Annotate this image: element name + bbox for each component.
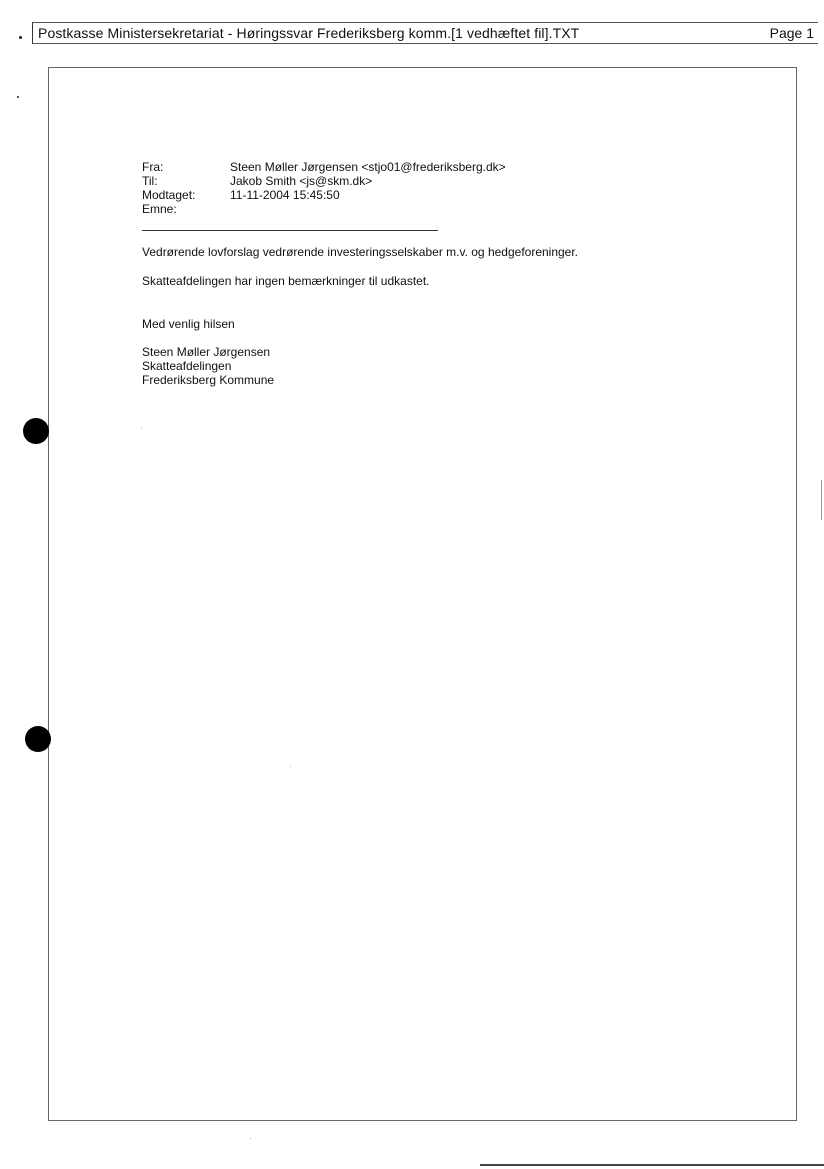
signature-organization: Frederiksberg Kommune <box>142 373 275 387</box>
separator-line <box>142 230 438 231</box>
scan-edge <box>821 480 822 520</box>
page-number: Page 1 <box>769 25 814 41</box>
signature-block <box>142 345 274 387</box>
document-title: Postkasse Ministersekretariat - Høringssvar Frederiksberg komm.[1 vedhæftet fil].TXT <box>38 25 580 41</box>
document-header <box>32 22 818 44</box>
signature-department: Skatteafdelingen <box>142 359 232 373</box>
field-value: 11-11-2004 15:45:50 <box>230 188 340 202</box>
field-label: Emne: <box>142 202 177 216</box>
page-frame <box>48 67 797 1121</box>
field-subject <box>142 202 506 216</box>
signature-name: Steen Møller Jørgensen <box>142 345 271 359</box>
body-subject-line: Vedrørende lovforslag vedrørende investeringsselskaber m.v. og hedgeforeninger. <box>142 245 579 259</box>
punch-hole <box>23 418 49 444</box>
punch-hole <box>25 726 51 752</box>
field-value: Steen Møller Jørgensen <stjo01@frederiksberg.dk> <box>230 160 506 174</box>
scan-speck <box>141 427 142 428</box>
field-label: Til: <box>142 174 158 188</box>
field-received <box>142 188 506 202</box>
field-to <box>142 174 506 188</box>
scan-speck <box>290 766 291 767</box>
body-closing: Med venlig hilsen <box>142 317 235 331</box>
field-label: Fra: <box>142 160 164 174</box>
scan-speck <box>17 96 19 98</box>
body-statement: Skatteafdelingen har ingen bemærkninger til udkastet. <box>142 274 430 288</box>
scan-bottom-edge <box>480 1164 824 1166</box>
field-value: Jakob Smith <js@skm.dk> <box>230 174 373 188</box>
field-label: Modtaget: <box>142 188 196 202</box>
scan-speck <box>19 36 22 39</box>
field-from <box>142 160 506 174</box>
scan-speck <box>250 1138 251 1139</box>
email-metadata <box>142 160 506 216</box>
